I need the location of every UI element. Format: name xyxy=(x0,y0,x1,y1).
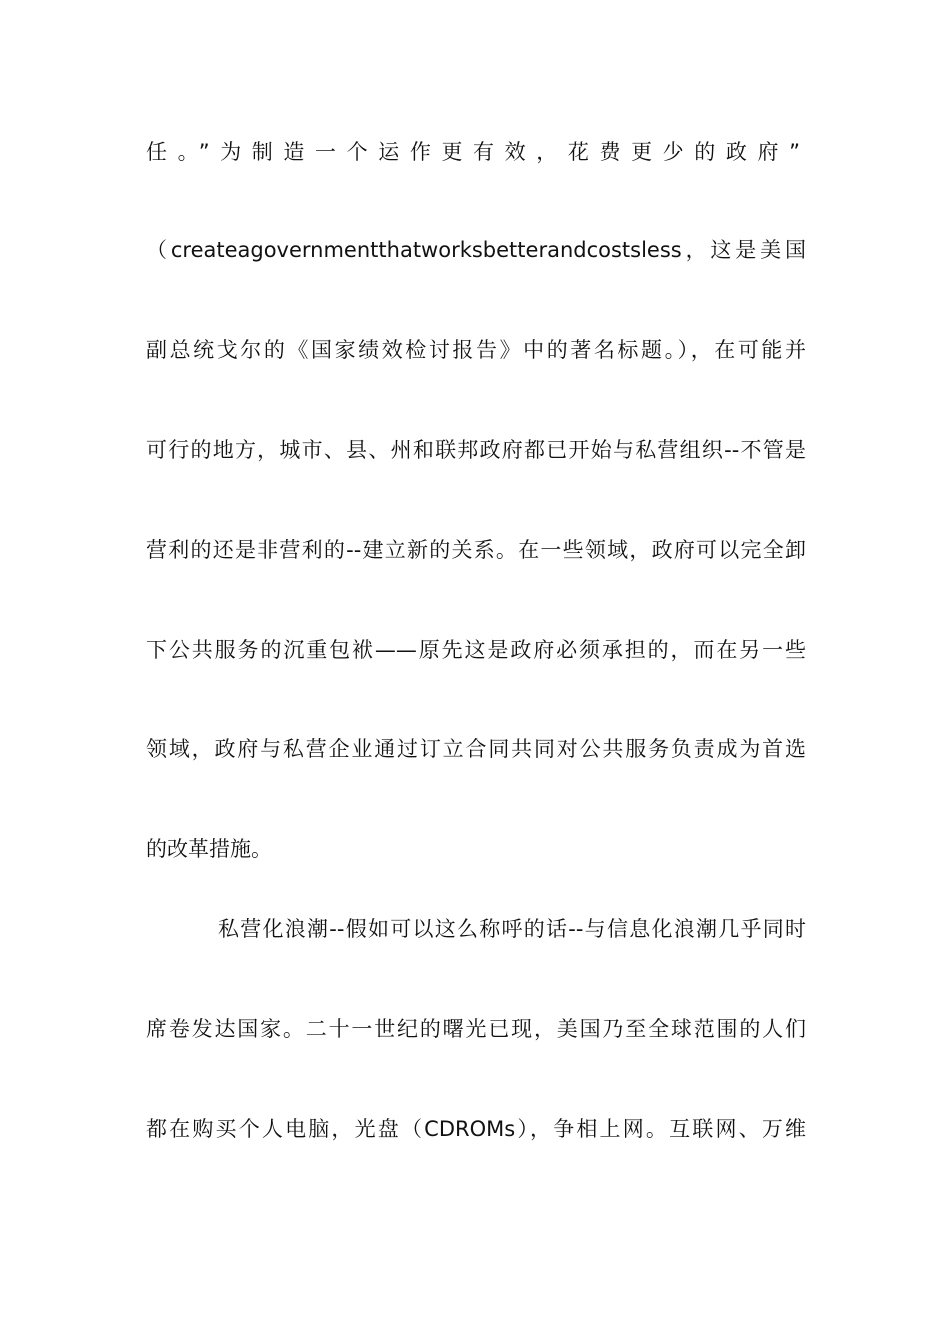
text-line-5: 营利的还是非营利的--建立新的关系。在一些领域，政府可以完全卸 xyxy=(146,538,806,562)
text-line-6: 下公共服务的沉重包袱——原先这是政府必须承担的，而在另一些 xyxy=(146,638,806,662)
text-line-11: 都在购买个人电脑，光盘（CDROMs），争相上网。互联网、万维 xyxy=(146,1117,806,1141)
text-line-2: （createagovernmentthatworksbetterandcostsless，这是美国 xyxy=(146,238,806,262)
text-line-8: 的改革措施。 xyxy=(146,837,272,861)
text-line-10: 席卷发达国家。二十一世纪的曙光已现，美国乃至全球范围的人们 xyxy=(146,1017,806,1041)
text-line-3: 副总统戈尔的《国家绩效检讨报告》中的著名标题。），在可能并 xyxy=(146,338,806,362)
text-line-7: 领域，政府与私营企业通过订立合同共同对公共服务负责成为首选 xyxy=(146,737,806,761)
text-line-1: 任。”为制造一个运作更有效，花费更少的政府” xyxy=(146,140,806,164)
text-line-4: 可行的地方，城市、县、州和联邦政府都已开始与私营组织--不管是 xyxy=(146,438,806,462)
paragraph-start-line: 私营化浪潮--假如可以这么称呼的话--与信息化浪潮几乎同时 xyxy=(218,917,806,941)
